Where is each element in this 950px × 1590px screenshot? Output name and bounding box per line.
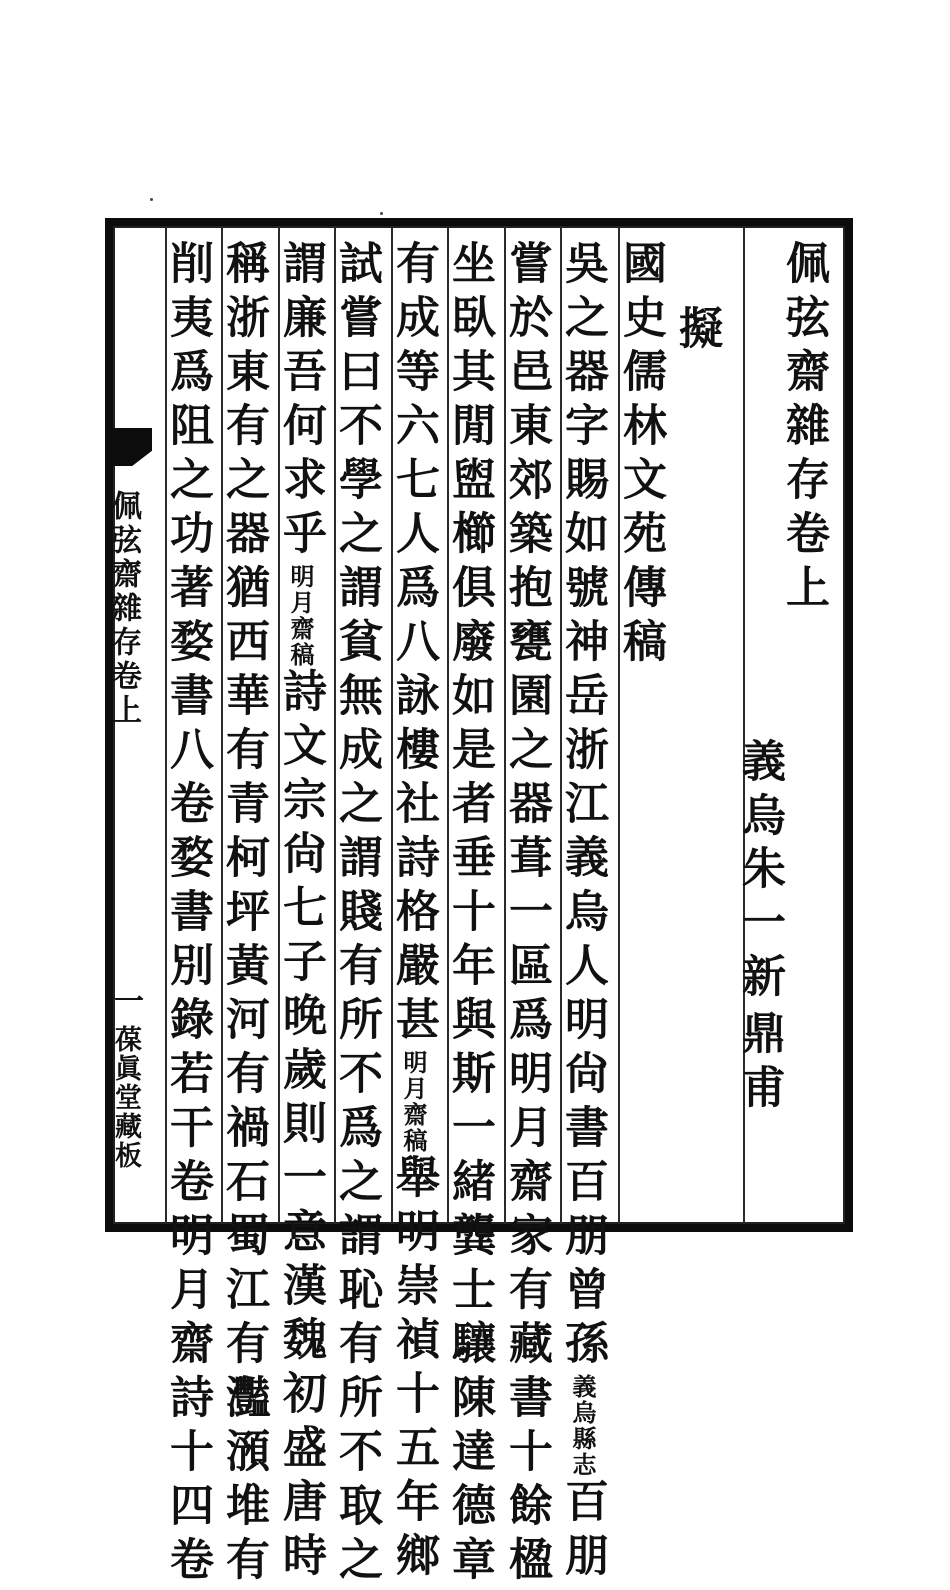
column-note: 明月齋稿 bbox=[286, 564, 315, 668]
text-column bbox=[331, 240, 382, 1590]
column-text: 稱浙東有之器猶西華有青柯坪黃河有禍石蜀江有灩澦堆有 bbox=[218, 240, 269, 1590]
margin-page-number: 一 bbox=[108, 985, 143, 1019]
column-tail: 詩文宗尙七子晚歲則一意漢魏初盛唐時 bbox=[275, 668, 326, 1586]
column-note: 義烏縣志 bbox=[568, 1374, 597, 1478]
column-text: 嘗於邑東郊築抱甕園之器葺一區爲明月 bbox=[501, 240, 552, 1158]
column-text: 有成等六七人爲八詠樓社詩格嚴甚 bbox=[388, 240, 439, 1050]
author-place: 義烏 bbox=[734, 738, 785, 846]
text-column bbox=[388, 240, 439, 1586]
volume-title: 佩弦齋雜存卷上 bbox=[778, 240, 829, 618]
compose-label: 擬 bbox=[671, 305, 722, 359]
column-note: 齋家有藏書十餘楹 bbox=[501, 1158, 552, 1590]
column-text: 吳之器字賜如號神岳浙江義烏人明尙書百朋曾孫 bbox=[557, 240, 608, 1374]
text-column bbox=[444, 240, 495, 1590]
ink-speck bbox=[150, 198, 153, 201]
column-text: 謂廉吾何求乎 bbox=[275, 240, 326, 564]
column-text: 試嘗曰不學之謂貧無成之謂賤有所不爲之謂恥有所不取之 bbox=[331, 240, 382, 1590]
margin-book-title: 佩弦齋雜存卷上 bbox=[106, 490, 141, 728]
margin-publisher: 葆眞堂藏板 bbox=[110, 1025, 141, 1170]
column-text: 削夷爲阻之功著婺書八卷婺書別錄若干卷明月齋詩十四卷 bbox=[162, 240, 213, 1590]
author-style: 鼎甫 bbox=[734, 1010, 785, 1118]
text-column bbox=[275, 240, 326, 1586]
text-column bbox=[501, 240, 552, 1590]
text-column bbox=[218, 240, 269, 1590]
author-name: 朱一新 bbox=[734, 845, 785, 1007]
text-column bbox=[162, 240, 213, 1590]
column-note: 明月齋稿 bbox=[399, 1050, 428, 1154]
text-column bbox=[557, 240, 608, 1586]
column-tail: 舉明崇禎十五年鄉 bbox=[388, 1154, 439, 1586]
column-text: 坐臥其閒盥櫛俱廢如是者垂十年與斯一緒龔士驤陳達德章 bbox=[444, 240, 495, 1590]
essay-title: 國史儒林文苑傳稿 bbox=[615, 240, 666, 672]
ink-speck bbox=[380, 212, 383, 215]
column-tail: 百朋 bbox=[557, 1478, 608, 1586]
